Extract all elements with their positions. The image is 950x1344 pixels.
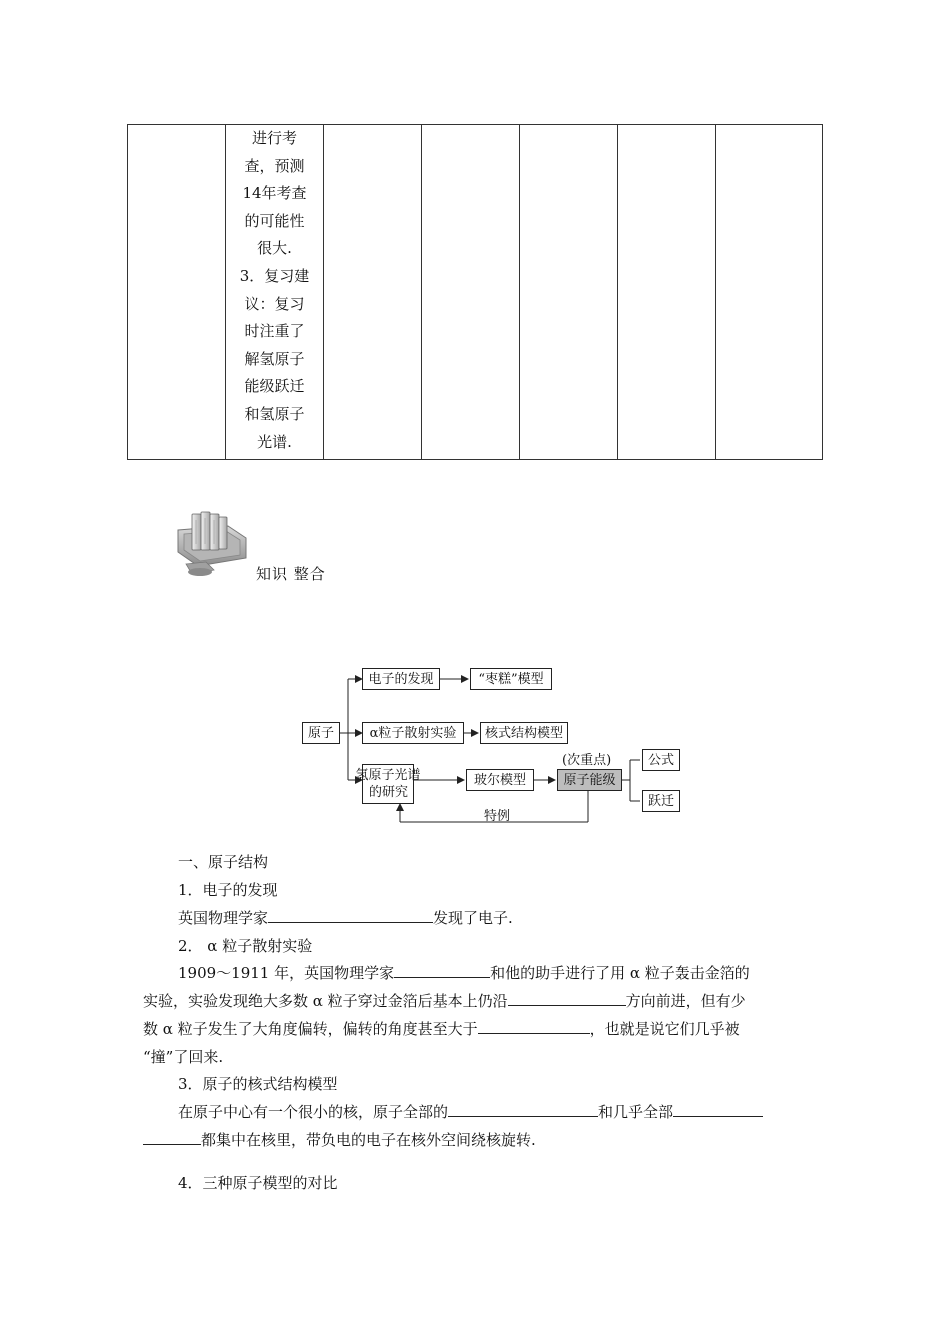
diagram-node-formula: 公式 <box>642 749 680 771</box>
fill-blank[interactable] <box>143 1130 201 1145</box>
exam-analysis-line: 和氢原子 <box>244 404 305 423</box>
item-1-title: 1．电子的发现 <box>178 881 278 899</box>
table-cell <box>128 125 226 459</box>
diagram-node-plum-pudding-model: “枣糕”模型 <box>470 668 552 690</box>
exam-analysis-line: 的可能性 <box>244 211 305 230</box>
table-cell <box>716 125 822 459</box>
section-title: 知识 整合 <box>256 565 326 583</box>
diagram-node-alpha-scattering: α粒子散射实验 <box>362 722 464 744</box>
item-4-title: 4．三种原子模型的对比 <box>178 1174 338 1192</box>
item-2-line-2 <box>143 990 746 1011</box>
diagram-node-bohr-model: 玻尔模型 <box>466 769 534 791</box>
fill-blank[interactable] <box>394 963 490 978</box>
exam-analysis-line: 时注重了 <box>244 322 305 341</box>
item-3-line-1-a: 在原子中心有一个很小的核，原子全部的 <box>178 1103 449 1121</box>
heading-atomic-structure: 一、原子结构 <box>178 853 269 871</box>
hydrogen-spectrum-line-2: 的研究 <box>369 785 409 800</box>
item-3-line-1-b: 和几乎全部 <box>598 1103 674 1121</box>
item-1-text-post: 发现了电子. <box>433 909 513 927</box>
item-3-title: 3．原子的核式结构模型 <box>178 1075 338 1093</box>
item-2-line-1-b: 和他的助手进行了用 α 粒子轰击金箔的 <box>490 964 750 982</box>
diagram-node-atom: 原子 <box>302 722 340 744</box>
exam-analysis-text <box>226 125 323 456</box>
exam-analysis-line: 3．复习建 <box>239 266 310 285</box>
item-1-text-pre: 英国物理学家 <box>178 909 269 927</box>
diagram-node-nuclear-model: 核式结构模型 <box>480 722 568 744</box>
exam-analysis-line: 解氢原子 <box>244 349 305 368</box>
exam-analysis-line: 议：复习 <box>244 294 305 313</box>
fill-blank[interactable] <box>448 1102 598 1117</box>
table-cell <box>324 125 422 459</box>
item-2-line-2-a: 实验，实验发现绝大多数 α 粒子穿过金箔后基本上仍沿 <box>143 992 508 1010</box>
table-cell <box>422 125 520 459</box>
exam-analysis-line: 查，预测 <box>244 156 305 175</box>
item-2-line-1 <box>178 962 750 983</box>
books-on-computer-icon <box>176 508 252 580</box>
item-2-line-1-a: 1909～1911 年，英国物理学家 <box>178 964 395 982</box>
diagram-node-hydrogen-spectrum <box>355 764 421 804</box>
diagram-label-secondary-key: (次重点) <box>562 753 612 768</box>
exam-analysis-line: 进行考 <box>251 129 297 147</box>
diagram-node-energy-level: 原子能级 <box>557 769 622 791</box>
diagram-node-electron-discovery: 电子的发现 <box>362 668 440 690</box>
fill-blank[interactable] <box>508 991 626 1006</box>
table-cell-exam-analysis <box>226 125 324 459</box>
atom-concept-diagram <box>300 660 690 828</box>
item-3-line-2 <box>143 1129 536 1150</box>
exam-analysis-line: 14年考查 <box>242 184 307 203</box>
item-3-line-2-b: 都集中在核里，带负电的电子在核外空间绕核旋转. <box>201 1131 536 1149</box>
item-1-sentence <box>178 907 513 928</box>
item-2-title: 2． α 粒子散射实验 <box>178 937 313 955</box>
table-cell <box>618 125 716 459</box>
fill-blank[interactable] <box>673 1102 763 1117</box>
hydrogen-spectrum-line-1: 氢原子光谱 <box>355 768 421 783</box>
exam-analysis-line: 能级跃迁 <box>244 377 305 396</box>
fill-blank[interactable] <box>268 908 433 923</box>
item-2-line-3-a: 数 α 粒子发生了大角度偏转，偏转的角度甚至大于 <box>143 1020 478 1038</box>
diagram-label-special-case: 特例 <box>484 809 511 824</box>
curriculum-table <box>127 124 823 460</box>
item-2-line-3 <box>143 1018 740 1039</box>
diagram-node-transition: 跃迁 <box>642 790 680 812</box>
item-3-line-1 <box>178 1101 763 1122</box>
item-2-line-4: “撞”了回来. <box>143 1048 224 1066</box>
fill-blank[interactable] <box>478 1019 590 1034</box>
table-cell <box>520 125 618 459</box>
exam-analysis-line: 很大. <box>257 239 292 258</box>
item-2-line-2-b: 方向前进，但有少 <box>625 992 746 1010</box>
item-2-line-3-b: ，也就是说它们几乎被 <box>589 1020 740 1038</box>
exam-analysis-line: 光谱. <box>257 432 292 451</box>
